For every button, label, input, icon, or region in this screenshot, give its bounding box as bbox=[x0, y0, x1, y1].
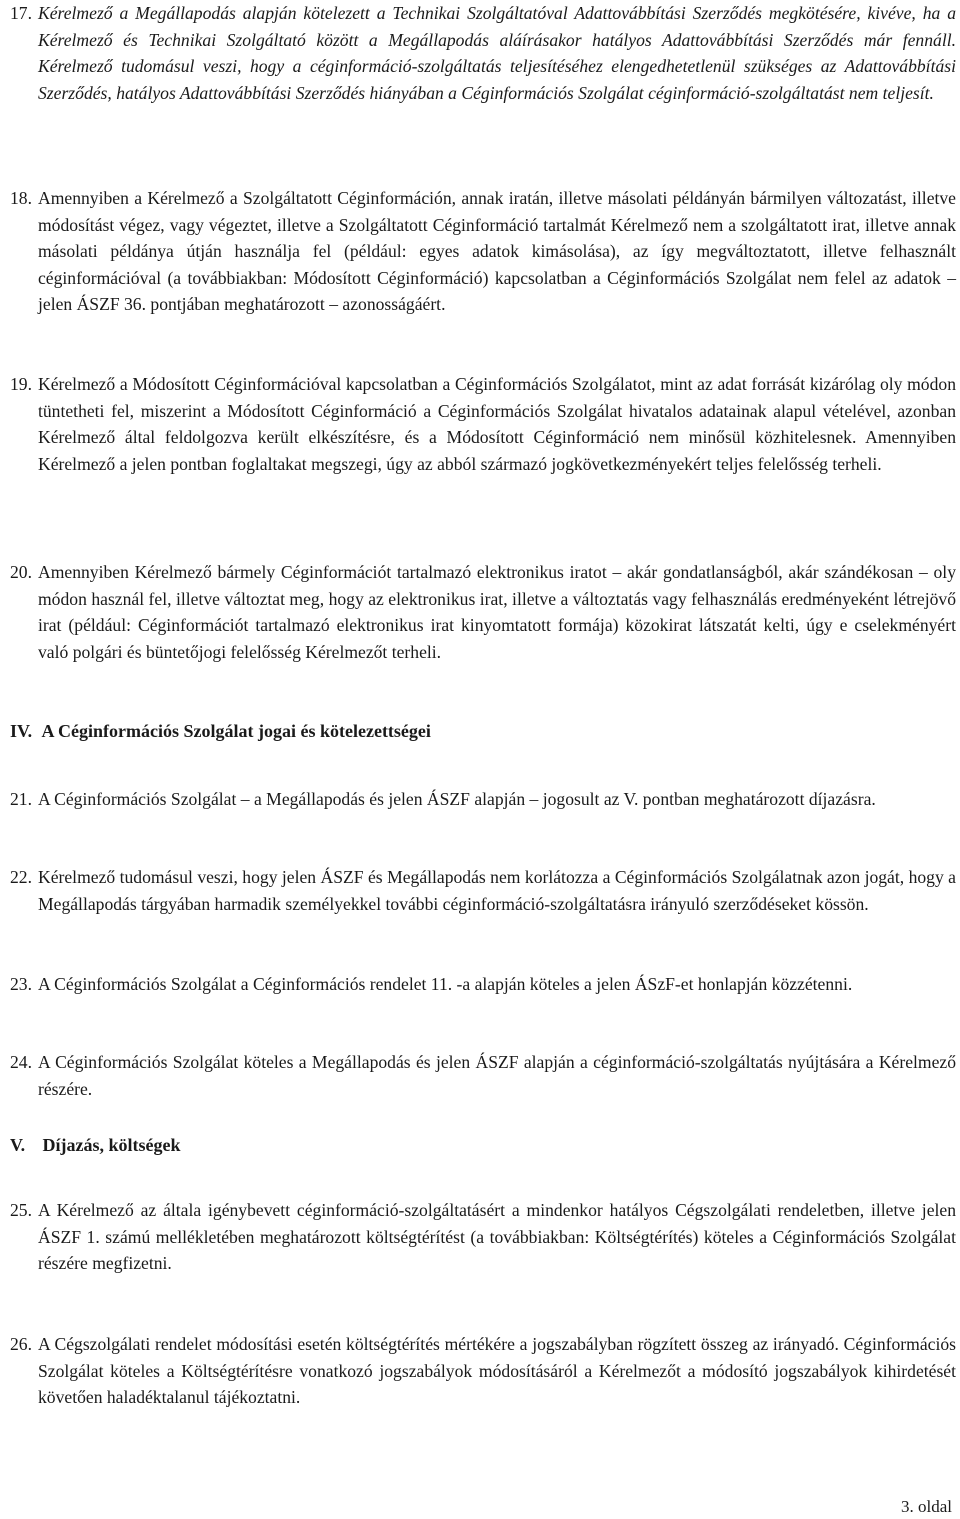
paragraph-text: Kérelmező tudomásul veszi, hogy jelen ÁSZF és Megállapodás nem korlátozza a Céginformációs Szolgálatnak azon jogát, hogy a Megállapodás tárgyában harmadik személyekkel további céginformáció-szolgáltatásra irányuló szerződéseket kössön. bbox=[38, 867, 956, 914]
paragraph-19 bbox=[10, 371, 956, 477]
paragraph-21 bbox=[10, 786, 956, 813]
paragraph-20 bbox=[10, 559, 956, 665]
paragraph-text: A Céginformációs Szolgálat a Céginformációs rendelet 11. -a alapján köteles a jelen ÁSzF-et honlapján közzétenni. bbox=[38, 974, 853, 994]
section-heading-v bbox=[10, 1132, 910, 1158]
paragraph-text: A Cégszolgálati rendelet módosítási esetén költségtérítés mértékére a jogszabályban rögzített összeg az irányadó. Céginformációs Szolgálat köteles a Költségtérítésre vonatkozó jogszabályok módosításáról a Kérelmezőt a módosító jogszabályok kihirdetését követően haladéktalanul tájékoztatni. bbox=[38, 1334, 956, 1407]
section-number: V. bbox=[10, 1135, 26, 1155]
paragraph-number: 23. bbox=[10, 974, 32, 994]
paragraph-number: 25. bbox=[10, 1200, 32, 1220]
paragraph-22 bbox=[10, 864, 956, 917]
paragraph-number: 24. bbox=[10, 1052, 32, 1072]
section-title: A Céginformációs Szolgálat jogai és kötelezettségei bbox=[41, 721, 431, 741]
section-title: Díjazás, költségek bbox=[42, 1135, 181, 1155]
paragraph-number: 21. bbox=[10, 789, 32, 809]
section-number: IV. bbox=[10, 721, 33, 741]
paragraph-text: A Kérelmező az általa igénybevett céginformáció-szolgáltatásért a mindenkor hatályos Cégszolgálati rendeletben, illetve jelen ÁSZF 1. számú mellékletében meghatározott költségtérítést (a továbbiakban: Költségtérítés) köteles a Céginformációs Szolgálat részére megfizetni. bbox=[38, 1200, 956, 1273]
paragraph-text: Kérelmező a Módosított Céginformációval kapcsolatban a Céginformációs Szolgálatot, mint az adat forrását kizárólag oly módon tüntetheti fel, miszerint a Módosított Céginformáció a Céginformációs Szolgálat hivatalos adatainak alapul vételével, azonban Kérelmező által feldolgozva került elkészítésre, és a Módosított Céginformáció nem minősül közhitelesnek. Amennyiben Kérelmező a jelen pontban foglaltakat megszegi, úgy az abból származó jogkövetkezményekért teljes felelősség terheli. bbox=[38, 374, 956, 474]
paragraph-number: 19. bbox=[10, 374, 32, 394]
paragraph-number: 20. bbox=[10, 562, 32, 582]
page-number: 3. oldal bbox=[901, 1497, 952, 1516]
paragraph-17 bbox=[10, 0, 956, 106]
paragraph-text: Kérelmező a Megállapodás alapján kötelezett a Technikai Szolgáltatóval Adattovábbítási Szerződés megkötésére, kivéve, ha a Kérelmező és Technikai Szolgáltató között a Megállapodás aláírásakor hatályos Adattovábbítási Szerződés már fennáll. Kérelmező tudomásul veszi, hogy a céginformáció-szolgáltatás teljesítéséhez elengedhetetlenül szükséges az Adattovábbítási Szerződés, hatályos Adattovábbítási Szerződés hiányában a Céginformációs Szolgálat céginformáció-szolgáltatást nem teljesít. bbox=[38, 3, 956, 103]
paragraph-25 bbox=[10, 1197, 956, 1277]
paragraph-number: 17. bbox=[10, 3, 32, 23]
paragraph-text: Amennyiben Kérelmező bármely Céginformációt tartalmazó elektronikus iratot – akár gondatlanságból, akár szándékosan – oly módon használ fel, illetve változtat meg, hogy az elektronikus irat, illetve a változtatás vagy felhasználás eredményeként létrejövő irat (például: Céginformációt tartalmazó elektronikus irat kinyomtatott formája) közokirat látszatát kelti, úgy e cselekményért való polgári és büntetőjogi felelősség Kérelmezőt terheli. bbox=[38, 562, 956, 662]
paragraph-number: 22. bbox=[10, 867, 32, 887]
paragraph-text: A Céginformációs Szolgálat – a Megállapodás és jelen ÁSZF alapján – jogosult az V. pontban meghatározott díjazásra. bbox=[38, 789, 876, 809]
paragraph-26 bbox=[10, 1331, 956, 1411]
paragraph-18 bbox=[10, 185, 956, 318]
paragraph-23 bbox=[10, 971, 956, 998]
paragraph-24 bbox=[10, 1049, 956, 1102]
section-heading-iv bbox=[10, 718, 910, 744]
paragraph-text: A Céginformációs Szolgálat köteles a Megállapodás és jelen ÁSZF alapján a céginformáció-szolgáltatás nyújtására a Kérelmező részére. bbox=[38, 1052, 956, 1099]
paragraph-number: 18. bbox=[10, 188, 32, 208]
paragraph-text: Amennyiben a Kérelmező a Szolgáltatott Céginformáción, annak iratán, illetve másolati példányán bármilyen változatást, illetve módosítást végez, vagy végeztet, illetve a Szolgáltatott Céginformáció tartalmát Kérelmező nem a szolgáltatott irat, illetve annak másolati példánya útján használja fel (például: egyes adatok kimásolása), az így megváltoztatott, illetve felhasznált céginformációval (a továbbiakban: Módosított Céginformáció) kapcsolatban a Céginformációs Szolgálat nem felel az adatok – jelen ÁSZF 36. pontjában meghatározott – azonosságáért. bbox=[38, 188, 956, 314]
paragraph-number: 26. bbox=[10, 1334, 32, 1354]
